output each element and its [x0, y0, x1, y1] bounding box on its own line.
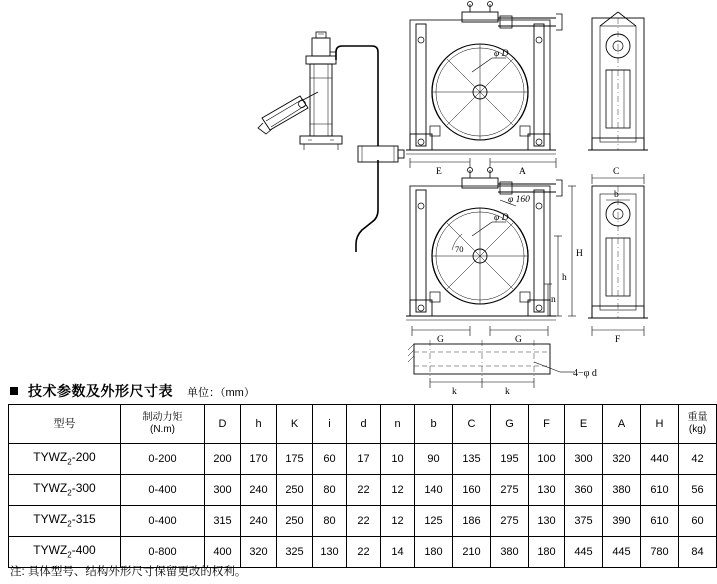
- cell-h-big: 610: [641, 475, 679, 506]
- cell-model: [9, 444, 121, 475]
- cell-b: 180: [415, 537, 453, 568]
- col-header-weight-line1: 重量: [687, 411, 708, 423]
- table-row: [9, 506, 717, 537]
- cell-torque: 0-400: [121, 506, 205, 537]
- model-suffix: -315: [71, 512, 96, 527]
- cell-h-big: 440: [641, 444, 679, 475]
- col-header-c: C: [453, 405, 491, 444]
- cell-c: 210: [453, 537, 491, 568]
- cell-h: 320: [241, 537, 277, 568]
- cell-e: 300: [565, 444, 603, 475]
- cell-e: 360: [565, 475, 603, 506]
- col-header-d-small: d: [347, 405, 381, 444]
- label-f: F: [615, 335, 621, 345]
- model-prefix: TYWZ: [33, 543, 68, 558]
- spec-table-wrapper: [8, 404, 708, 568]
- label-n: n: [551, 295, 556, 305]
- cell-b: 125: [415, 506, 453, 537]
- label-g-left: G: [437, 335, 444, 345]
- cell-a: 380: [603, 475, 641, 506]
- cell-d-small: 22: [347, 506, 381, 537]
- cell-i: 80: [313, 475, 347, 506]
- cell-h-big: 610: [641, 506, 679, 537]
- cell-d: 315: [205, 506, 241, 537]
- cell-h: 240: [241, 506, 277, 537]
- cell-g: 275: [491, 506, 529, 537]
- cell-h: 240: [241, 475, 277, 506]
- dim-phi-d-top: [472, 58, 506, 72]
- col-header-n: n: [381, 405, 415, 444]
- col-header-torque-line2: (N.m): [150, 424, 175, 435]
- spec-heading-unit: 单位：（mm）: [187, 387, 255, 399]
- brake-top-front-view: [406, 2, 562, 155]
- square-bullet-icon: [10, 387, 18, 395]
- label-k-left: k: [452, 387, 457, 397]
- cell-torque: 0-400: [121, 475, 205, 506]
- label-c: C: [613, 167, 620, 177]
- cell-k: 250: [277, 506, 313, 537]
- spec-heading: [10, 381, 255, 401]
- dim-g-bottom: [412, 326, 548, 336]
- dim-phi-d-bottom: [472, 222, 506, 236]
- label-a-top: A: [519, 167, 526, 177]
- model-prefix: TYWZ: [33, 481, 68, 496]
- pipe-junction-block: [358, 146, 404, 162]
- col-header-k: K: [277, 405, 313, 444]
- model-suffix: -300: [71, 481, 96, 496]
- col-header-e: E: [565, 405, 603, 444]
- brake-bottom-front-view: [406, 168, 562, 321]
- cell-g: 380: [491, 537, 529, 568]
- label-phi-160: φ 160: [508, 195, 530, 205]
- cell-d-small: 22: [347, 537, 381, 568]
- base-plate-plan: [408, 340, 574, 388]
- cell-f: 180: [529, 537, 565, 568]
- cell-n: 12: [381, 506, 415, 537]
- cell-torque: 0-200: [121, 444, 205, 475]
- cell-weight: 42: [679, 444, 717, 475]
- cell-k: 175: [277, 444, 313, 475]
- col-header-g: G: [491, 405, 529, 444]
- col-header-model: 型号: [9, 405, 121, 444]
- model-sub: 2: [67, 519, 72, 529]
- spec-heading-title: 技术参数及外形尺寸表: [28, 383, 173, 399]
- label-g-right: G: [515, 335, 522, 345]
- cell-n: 14: [381, 537, 415, 568]
- spec-table: [8, 404, 717, 568]
- label-e-top: E: [436, 167, 442, 177]
- col-header-weight-line2: (kg): [688, 424, 707, 435]
- col-header-i: i: [313, 405, 347, 444]
- table-row: [9, 475, 717, 506]
- label-h-upper: H: [576, 249, 583, 259]
- cell-torque: 0-800: [121, 537, 205, 568]
- cell-d: 300: [205, 475, 241, 506]
- model-suffix: -200: [71, 450, 96, 465]
- cell-c: 135: [453, 444, 491, 475]
- col-header-h-big: H: [641, 405, 679, 444]
- col-header-d: D: [205, 405, 241, 444]
- cell-d-small: 22: [347, 475, 381, 506]
- model-suffix: -400: [71, 543, 96, 558]
- cell-i: 80: [313, 506, 347, 537]
- model-prefix: TYWZ: [33, 450, 68, 465]
- col-header-a: A: [603, 405, 641, 444]
- label-k-right: k: [505, 387, 510, 397]
- cell-a: 445: [603, 537, 641, 568]
- cell-weight: 60: [679, 506, 717, 537]
- cell-f: 100: [529, 444, 565, 475]
- cell-model: [9, 475, 121, 506]
- col-header-torque-line1: 制动力矩: [142, 411, 183, 423]
- label-angle-70: 70: [455, 244, 464, 254]
- dim-vertical-group: [544, 186, 576, 316]
- cell-k: 325: [277, 537, 313, 568]
- dim-e-a-top: [410, 158, 556, 168]
- footnote: 注: 具体型号、结构外形尺寸保留更改的权利。: [10, 566, 247, 578]
- col-header-b: b: [415, 405, 453, 444]
- col-header-weight: [679, 405, 717, 444]
- col-header-f: F: [529, 405, 565, 444]
- cell-g: 275: [491, 475, 529, 506]
- hydraulic-pusher-group: [258, 32, 342, 150]
- cell-b: 90: [415, 444, 453, 475]
- label-h-lower: h: [562, 273, 567, 283]
- cell-i: 60: [313, 444, 347, 475]
- label-phi-d-bottom: φ D: [494, 213, 509, 223]
- cell-weight: 56: [679, 475, 717, 506]
- table-header-row: [9, 405, 717, 444]
- label-b: b: [614, 190, 619, 200]
- cell-i: 130: [313, 537, 347, 568]
- label-hole-note: 4−φ d: [573, 368, 597, 379]
- brake-side-view-top: [588, 12, 648, 150]
- col-header-torque: [121, 405, 205, 444]
- cell-d: 200: [205, 444, 241, 475]
- cell-k: 250: [277, 475, 313, 506]
- cell-e: 375: [565, 506, 603, 537]
- model-sub: 2: [67, 550, 72, 560]
- cell-h: 170: [241, 444, 277, 475]
- col-header-h: h: [241, 405, 277, 444]
- cell-a: 390: [603, 506, 641, 537]
- cell-f: 130: [529, 506, 565, 537]
- hydraulic-pipe: [336, 46, 378, 252]
- cell-e: 445: [565, 537, 603, 568]
- model-sub: 2: [67, 457, 72, 467]
- cell-weight: 84: [679, 537, 717, 568]
- model-prefix: TYWZ: [33, 512, 68, 527]
- cell-h-big: 780: [641, 537, 679, 568]
- cell-n: 10: [381, 444, 415, 475]
- cell-g: 195: [491, 444, 529, 475]
- cell-model: [9, 506, 121, 537]
- model-sub: 2: [67, 488, 72, 498]
- cell-c: 160: [453, 475, 491, 506]
- cell-a: 320: [603, 444, 641, 475]
- cell-c: 186: [453, 506, 491, 537]
- table-row: [9, 444, 717, 475]
- cell-d: 400: [205, 537, 241, 568]
- cell-n: 12: [381, 475, 415, 506]
- cell-f: 130: [529, 475, 565, 506]
- cell-d-small: 17: [347, 444, 381, 475]
- label-phi-d-top: φ D: [494, 49, 509, 59]
- cell-b: 140: [415, 475, 453, 506]
